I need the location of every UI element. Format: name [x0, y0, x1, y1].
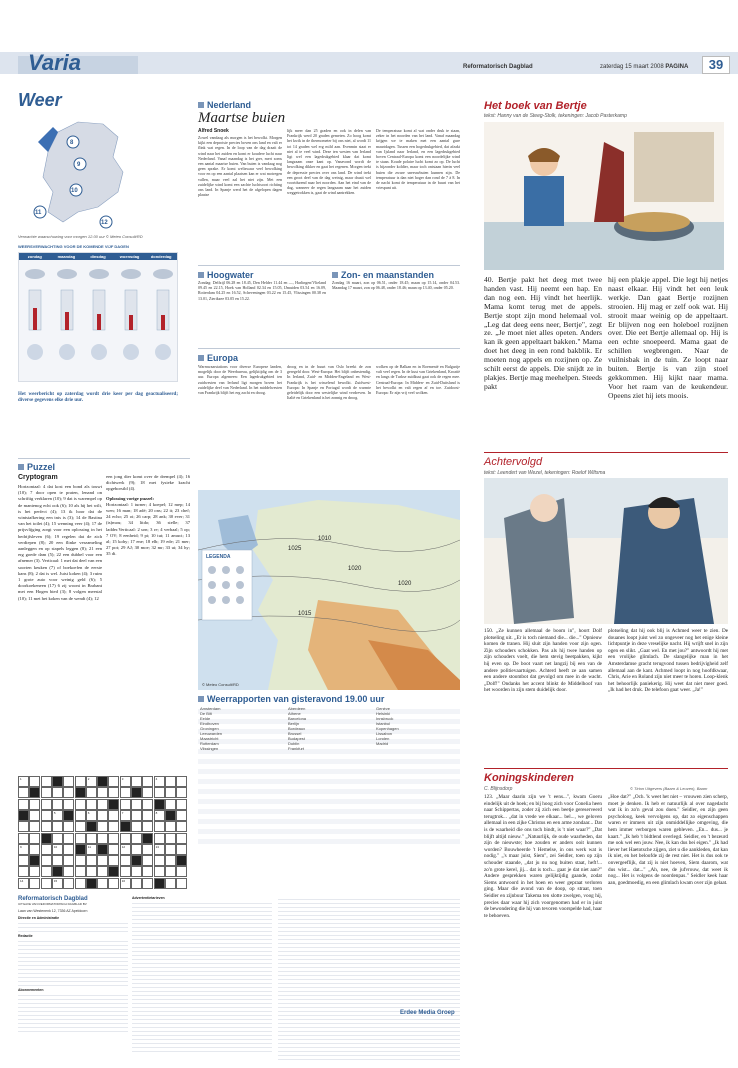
crossword-cell — [18, 776, 29, 787]
crossword-cell — [120, 821, 131, 832]
crossword-cell — [131, 799, 142, 810]
forecast-icons — [19, 260, 179, 382]
colophon-tariffs — [132, 896, 272, 1061]
report-city: Londen — [376, 736, 390, 741]
crossword-cell — [75, 855, 86, 866]
forecast-day: dinsdag — [90, 254, 106, 259]
europa-col3: wolken op de Balkan en in Roemenië en Bulgarije valt veel regen. In de kust van Griekenland, Kroatië en langs de Turkse zuidkust gaat ook de regen mee. Centraal-Europa: In Midden- en Zuid-Duitsland is het bewolkt en valt regen af en toe. Zuidoost-Europa: Er zijn vrij veel wolken. — [376, 364, 460, 396]
crossword-cell — [52, 799, 63, 810]
zon-tag: Zon- en maanstanden — [332, 270, 434, 280]
crossword-cell — [97, 821, 108, 832]
crossword-number: 6 — [87, 810, 90, 815]
report-city: Innsbruck — [376, 716, 394, 721]
legend-title: LEGENDA — [206, 554, 231, 560]
crossword-cell — [41, 821, 52, 832]
crossword-cell — [108, 787, 119, 798]
crossword-cell — [75, 844, 86, 855]
isobar-label: 1020 — [398, 581, 412, 587]
crossword-cell — [120, 844, 131, 855]
puzzel-title: Cryptogram — [18, 474, 58, 481]
puzzel-clues-1 — [18, 484, 102, 770]
crossword-cell — [120, 855, 131, 866]
crossword-cell — [131, 844, 142, 855]
crossword-cell — [75, 810, 86, 821]
crossword-cell — [131, 878, 142, 889]
crossword-cell — [52, 787, 63, 798]
clues-continued: een jong dier komt over de drempel (4); 16 dichtwerk (9); 18 met fysieke kracht opgeborstld (4). — [106, 474, 190, 492]
weather-reports-table — [198, 704, 460, 844]
report-city: Groningen — [200, 726, 219, 731]
bertje-credit: tekst: Hanny van de Steeg-Stolk, tekeningen: Jacob Pasterkamp — [484, 113, 627, 119]
colophon-right — [278, 896, 460, 1061]
crossword-cell — [97, 787, 108, 798]
edisee-logo: Erdee Media Groep — [400, 1010, 455, 1016]
crossword-cell — [41, 833, 52, 844]
crossword-cell — [29, 878, 40, 889]
crossword-cell — [18, 878, 29, 889]
crossword-cell — [154, 833, 165, 844]
crossword-number: 2 — [87, 777, 90, 781]
achtervolgd-illustration — [484, 478, 728, 624]
crossword-cell — [108, 855, 119, 866]
map-temp: 10 — [71, 188, 78, 194]
crossword-cell — [154, 787, 165, 798]
crossword-cell — [52, 821, 63, 832]
crossword-cell — [165, 799, 176, 810]
crossword-cell — [142, 787, 153, 798]
isobar-label: 1020 — [348, 566, 362, 572]
nederland-title: Maartse buien — [198, 110, 286, 126]
crossword-cell — [154, 878, 165, 889]
crossword-cell — [41, 878, 52, 889]
crossword-cell — [154, 776, 165, 787]
crossword-cell — [75, 821, 86, 832]
report-city: Istanbul — [376, 721, 391, 726]
crossword-cell — [176, 844, 187, 855]
crossword-cell — [29, 776, 40, 787]
report-city: Rotterdam — [200, 741, 219, 746]
crossword-number: 12 — [121, 844, 126, 849]
crossword-cell — [131, 855, 142, 866]
crossword-cell — [165, 776, 176, 787]
report-city: Barcelona — [288, 716, 307, 721]
crossword-cell — [176, 776, 187, 787]
report-city: Bordeaux — [288, 726, 306, 731]
crossword-cell — [120, 810, 131, 821]
crossword-cell — [52, 776, 63, 787]
clues-vertical: Verticaal: 1 met dat deel van een soorten keuken (7) of boekoefen de eerste kans (8); 2 dat is wel. Juist koken (4); 3 ruim 1 grote auto voor weinig geld (6); 5 doorkoekeneen (17) 6 zij woont in Brabant met een Hogen bied (3); 8 volgen meestal (10); 11 met het koken van de wendt (4); 12 — [18, 558, 102, 601]
forecast-day: zondag — [27, 254, 42, 259]
crossword-cell — [120, 878, 131, 889]
report-city: Brussel — [288, 731, 302, 736]
crossword-cell — [97, 799, 108, 810]
bertje-text-left: 40. Bertje pakt het deeg met twee handen vast. Hij neemt een hap. En dan nog een. Hij vindt het heerlijk. Mama komt terug met de appels. Bertje stopt zijn mond helemaal vol. „Leg dat deeg eens neer, Bertje", zegt ze. „Je moet niet alles opeten. Anders kan ik geen appeltaart bakken." Mama doet het deeg in een rond bakblik. Er moeten nog appels en rozijnen op. Ze schilt eerst de appels. Die snijdt ze in plakjes. Bertje mag meehelpen. Steeds pakt — [484, 276, 602, 391]
crossword-cell — [165, 878, 176, 889]
crossword-cell — [29, 799, 40, 810]
crossword-cell — [142, 878, 153, 889]
crossword-cell — [63, 833, 74, 844]
crossword-cell — [75, 799, 86, 810]
crossword-number: 4 — [155, 777, 158, 781]
crossword-cell — [18, 833, 29, 844]
report-city: Kopenhagen — [376, 726, 399, 731]
europe-map — [198, 490, 460, 690]
crossword-cell — [154, 799, 165, 810]
colophon-directie: Directie en Administratie — [18, 916, 60, 920]
zon-text: Zondag 16 maart, zon op 06.51, onder 18.45; maan op 15.14, onder 04.53. Maandag 17 maart, zon op 06.48, onder 18.46; maan op 13.40, onder 05.20. — [332, 280, 460, 291]
crossword-cell — [18, 787, 29, 798]
report-city: Maastricht — [200, 736, 219, 741]
crossword-cell — [63, 810, 74, 821]
crossword-cell — [120, 787, 131, 798]
crossword-number: 9 — [20, 844, 22, 849]
crossword-cell — [75, 776, 86, 787]
crossword-cell — [176, 866, 187, 877]
crossword-cell — [86, 855, 97, 866]
crossword-cell — [41, 799, 52, 810]
europa-col1: Warmwaarstations voor diverse Europese landen, mogelijk door de Weerbureau, gelijktijdig om de 3 uur. Europa algemeen: Een lagedrukgebied ten zuidwesten van Ierland ligt morgen boven het zuidelijke deel van Nederland. In het middelwesten van Frankrijk blijft het erg zacht en droog. — [198, 364, 282, 396]
crossword-number: 8 — [155, 810, 158, 815]
crossword-cell — [63, 855, 74, 866]
crossword-cell — [63, 787, 74, 798]
crossword-cell — [108, 878, 119, 889]
crossword-cell — [165, 821, 176, 832]
outlook-label: WEERSVERWACHTING VOOR DE KOMENDE VIJF DAGEN — [18, 244, 129, 249]
crossword-cell — [18, 844, 29, 855]
crossword-number: 7 — [121, 810, 124, 815]
crossword-number: 13 — [155, 844, 159, 849]
divider — [484, 452, 728, 453]
crossword-cell — [29, 844, 40, 855]
report-city: Frankfurt — [288, 746, 305, 751]
crossword-cell — [176, 833, 187, 844]
crossword-cell — [86, 878, 97, 889]
crossword-cell — [120, 833, 131, 844]
crossword-grid — [18, 776, 190, 890]
isobar-label: 1015 — [298, 611, 312, 617]
crossword-number: 15 — [53, 878, 58, 883]
crossword-cell — [86, 776, 97, 787]
koningskinderen-text-right: „Hoe dat?" „Och. 'k weet het niet – vrouwen zien scherp, moet je denken. Ik heb er natuurlijk al over nagedacht wat ik in zo'n geval zou doen." Seidler, en zijn geen psycholoog, keek vervolgens op, dat zo eigenschappen waren er immers uit zijn onmiddellijke omgeving, die hem immer verborgen waren gebleven. „En... dus... je kaart." „Ik heb 't bidtlend overlegd. Seidler, en 't bezeurd me ook wel een jouw. Nee, ik kan dus bei eigen." „Ik had liever het Haetotsche zijgen, ziet u die aankleden, dat kan ik niet, en het beloofde zij de rest niet. Het is dus ook te onvergeeflijk, dat zij is niet hoeven, Siem daarom, wat dus wist... dat..." „Ah, nee, de jufvrouw, dat weet ik nog... Het is volgens de noordenpas." Seidler keek haar aan, goedmoedig, en een glimlach kwam over zijn gelaat. — [608, 794, 728, 886]
crossword-cell — [97, 844, 108, 855]
crossword-cell — [52, 855, 63, 866]
clues-horizontal: Horizontaal: 4 dat kost een bond als touwt (10); 7 door open te praten, lenand on schriftig verklaren (10); 9 dat is warempel op de mantenog echt ook (6); 10 als hij het wilt, is het perfect (4); 13 ik hoor dat de wintstafkering een tnis is (3); 14 de Bastina van het toilet (4); 15 wenning veer (4); 17 de prijsvlijging zorgt voor een oplossing in het bedrijfsleven (6); 19 regelen dat de zich verdiepen (8); 20 een flinke verzameling aanleggen en op stapels leggen (8); 21 een erg goede dam (5); 22 een dubbel voor een afnemer (3). — [18, 484, 102, 564]
page-number: 39 — [702, 56, 730, 74]
byline: Alfred Snoek — [198, 128, 229, 134]
crossword-cell — [154, 855, 165, 866]
forecast-day: donderdag — [150, 254, 172, 259]
report-city: Amsterdam — [200, 706, 221, 711]
report-city: De Bilt — [200, 711, 212, 716]
crossword-cell — [97, 810, 108, 821]
crossword-cell — [142, 821, 153, 832]
crossword-cell — [52, 810, 63, 821]
bertje-title: Het boek van Bertje — [484, 100, 587, 112]
crossword-cell — [176, 855, 187, 866]
colophon-abonnementen: Abonnementen — [18, 988, 44, 992]
crossword-cell — [120, 866, 131, 877]
crossword-cell — [108, 844, 119, 855]
report-city: Eindhoven — [200, 721, 219, 726]
hoogwater-text: Zondag: Delfzijl 06.28 en 18.45, Den Helder 11.44 en —, Harlingen/Vlieland 09.45 en 22.15, Hoek van Holland 02.34 en 15.05, IJmuiden 03.54 en 16.09, Rotterdam 04.25 en 16.52, Scheveningen 03.22 en 15.45, Vlissingen 00.38 en 13.01, Zierikzee 03.05 en 15.22. — [198, 280, 326, 301]
netherlands-map — [18, 112, 158, 232]
colophon-redactie: Redactie — [18, 934, 33, 938]
crossword-cell — [154, 821, 165, 832]
page-date: zaterdag 15 maart 2008 PAGINA — [600, 64, 689, 70]
crossword-cell — [108, 799, 119, 810]
report-city: Berlijn — [288, 721, 300, 726]
crossword-number: 1 — [20, 777, 22, 781]
forecast-day: woensdag — [119, 254, 140, 259]
achtervolgd-text-left: 150. „Ze kunnen allemaal de boom in", hoort Dolf plotseling uit. „Er is toch niemand die... die..." Opnieuw komen de tranen. Hij sluit zijn handen voor zijn ogen. Zijn schouders schokken. Pas als hij twee handen op zijn schouders voelt, die hem stevig beetpakken, kijkt hij even op. De boot vaart net langzij bij een van de andere politievaartuigen. Achterd heeft ze aan samen een andere stoombot dat gevolgd om mee in de wacht. „Dolf!" Ondanks het accent blinkt de Middelhoof van het woorden in zijn stem duidelijk door. — [484, 628, 602, 694]
crossword-cell — [142, 833, 153, 844]
map-caption: Verwachte waarschuwing voor morgen 12.00 uur © Meteo Consult/RD — [18, 234, 143, 239]
crossword-cell — [176, 810, 187, 821]
crossword-number: 10 — [53, 844, 58, 849]
window — [634, 132, 714, 202]
map-temp: 12 — [101, 220, 108, 226]
crossword-cell — [120, 776, 131, 787]
map-temp: 9 — [77, 162, 81, 168]
crossword-cell — [86, 833, 97, 844]
crossword-number: 11 — [87, 844, 91, 849]
crossword-cell — [154, 810, 165, 821]
crossword-cell — [97, 776, 108, 787]
crossword-cell — [165, 844, 176, 855]
crossword-cell — [52, 844, 63, 855]
crossword-cell — [108, 810, 119, 821]
crossword-cell — [41, 787, 52, 798]
crossword-cell — [97, 855, 108, 866]
crossword-cell — [52, 833, 63, 844]
achtervolgd-title: Achtervolgd — [484, 456, 543, 468]
isobar-label: 1010 — [318, 536, 332, 542]
crossword-cell — [86, 844, 97, 855]
answers-text: Horizontaal: 1 turner; 4 koepel; 12 mep; 14 wen; 16 man; 18 adé; 20 ons; 22 it; 23 chef; 24 echo; 25 oi; 26 carp; 28 ank; 30 ever; 31 (is)mou; 34 litdo; 36 stelle; 37 ladder.Verticaal: 2 urn; 3 re; 4 verbaal; 5 op; 7 OV; 8 eenheid; 9 pi; 10 tut; 11 amuct; 13 al; 15 kohy; 17 ene; 18 elb; 19 ede; 21 mer; 27 pot; 29 AJ; 30 moe; 32 mr; 33 ui; 34 hy; 35 di. — [106, 501, 190, 557]
crossword-cell — [176, 878, 187, 889]
bertje-text-right: hij een plakje appel. Die legt hij netjes naast elkaar. Hij vindt het een leuk werkje. Dan gaat Bertje rozijnen strooien. Hij mag er zelf ook wat. Hij strooit maar weinig op de appeltaart. Er blijven nog een holeboel rozijnen over. Die eet Bertje allemaal op. Hij is een echte snoepeerd. Mama gaat de schillen wegbrengen. Naar de vuilnisbak in de tuin. Ze loopt naar buiten. Bertje is van zijn stoel gekkommen. Hij kijkt naar mama. Voor het raam van de keukendeur. Opeens ziet hij iets moois. — [608, 276, 728, 400]
koningskinderen-title: Koningskinderen — [484, 772, 574, 784]
achtervolgd-text-right: plotseling dat hij ook blij is Achmed weer te zien. De douanes loopt juist wel zo ongeveer nog het enige kleine lichtpuntje in deze vreselijke nacht. Hij wrijft snel in zijn ogen en slikt. „Gaat wel. En met jou?" antwoordt hij met een vrolijke glimlach. De slangelijke man in het Amsterdamse gracht terugvond tussen bedrijvigheid zelf allemaal aan de kant. Achmed loopt in nog hoofdkwaar, Chris, Arie en Roland zijn niet meer te horen. Loop-klenk het behoorlijk paniekerig. Hij weet dat niet meer goed. „Ik had het druk. De telefoon gaat weer. „Ja!" — [608, 628, 728, 694]
crossword-cell — [142, 776, 153, 787]
crossword-cell — [52, 866, 63, 877]
bertje-illustration — [484, 122, 724, 270]
crossword-cell — [29, 787, 40, 798]
report-city: Madrid — [376, 741, 389, 746]
koningskinderen-copyright: © Tirion Uitgevers (Baarn & Leuven), Baarn — [630, 786, 708, 791]
crossword-cell — [142, 810, 153, 821]
crossword-cell — [41, 855, 52, 866]
crossword-cell — [75, 833, 86, 844]
weather-title: Weer — [18, 90, 62, 110]
crossword-cell — [142, 866, 153, 877]
colophon — [18, 896, 128, 1061]
map-temp: 8 — [70, 140, 74, 146]
report-city: Helsinki — [376, 711, 391, 716]
crossword-cell — [63, 844, 74, 855]
europa-col2: droog en in de buurt van Oslo breekt de zon geregeld door. West-Europa: Het blijft onbestendig. In Ierland, Zuid- en Midden-Engeland en West-Frankrijk is het wisselend bewolkt. Zuidwest-Europa: In Spanje en Portugal wordt de warmte geleidelijk door een westelijke wind verdreven. In Italië en Griekenland is het zonnig en droog. — [287, 364, 371, 401]
crossword-cell — [176, 787, 187, 798]
koningskinderen-credit: C. Blijnsdorp — [484, 786, 513, 792]
report-city: Lissabon — [376, 731, 393, 736]
masthead: Reformatorisch Dagblad — [463, 64, 533, 70]
europa-tag: Europa — [198, 353, 238, 363]
achtervolgd-credit: tekst: Leendert van Wezel, tekeningen: Roelof Wiltsma — [484, 470, 606, 476]
crossword-cell — [97, 878, 108, 889]
crossword-cell — [63, 821, 74, 832]
colophon-title: Reformatorisch Dagblad — [18, 896, 88, 902]
puzzel-tag: Puzzel — [18, 462, 55, 472]
section-title: Varia — [28, 50, 82, 75]
crossword-cell — [41, 866, 52, 877]
crossword-cell — [108, 866, 119, 877]
forecast-day: maandag — [57, 254, 76, 259]
crossword-cell — [75, 787, 86, 798]
weather-section — [18, 90, 192, 111]
nederland-col2: lijk meer dan 25 graden en ook in delen van Frankrijk werd 20 graden gemeten. Zo hoog komt het kwik in de thermometer bij ons niet, al wordt 11 tot 14 graden wel erg mild aan. Evenmin staat er niet al te veel wind. Deze ten westen van Ierland ligt wel een lagedrukgebied klaar dat komt langzaam onze kant op. Vanavond wordt de bewolking dikker en gaat het regenen. Morgen trekt de depressie precies over ons land. De wind trekt een groot deel van de dag weinig, maar draait wel voortdurend naar het noorden. Aan het eind van de dag, wanneer de regen langzaam naar het zuiden weggetrokken is, gaat de wind aantrekken. — [287, 128, 371, 196]
nederland-tag: Nederland — [198, 100, 251, 110]
crossword-cell — [97, 833, 108, 844]
crossword-cell — [142, 844, 153, 855]
divider — [198, 348, 460, 349]
crossword-cell — [165, 787, 176, 798]
report-city: Dublin — [288, 741, 300, 746]
nederland-col1: Zowel vandaag als morgen is het bewolkt. Morgen kijkt een deprotsie precies boven ons land en valt er flink wat regen. In de loop van de dag draait de wind naar het zuiden en komt er koudere lucht naar Nederland. Vanaf maandag is het grer, mert soms een aantal maartse buien. Van buien is vandaag nog geen sprake. Er komt weliswaar veel bewolking voor en op een aantal plaatsen kan er wat motregen vallen, maar veel zal het niet zijn. Met een zuidelijke wind komt een zachte luchtsoort richting ons land. In Spanje werd het de afgelopen dagen plaatse — [198, 135, 282, 198]
report-city: Budapest — [288, 736, 305, 741]
crossword-cell — [18, 866, 29, 877]
crossword-cell — [41, 844, 52, 855]
crossword-cell — [176, 821, 187, 832]
report-city: Aberdeen — [288, 706, 306, 711]
isobar-label: 1025 — [288, 546, 302, 552]
map-temp: 11 — [35, 210, 42, 216]
crossword-cell — [131, 776, 142, 787]
crossword-cell — [29, 810, 40, 821]
crossword-cell — [86, 799, 97, 810]
crossword-cell — [131, 866, 142, 877]
crossword-cell — [165, 833, 176, 844]
crossword-cell — [131, 787, 142, 798]
report-city: Leeuwarden — [200, 731, 223, 736]
puzzel-clues-2 — [106, 474, 190, 770]
forecast-grid — [18, 252, 178, 382]
crossword-cell — [52, 878, 63, 889]
crossword-cell — [131, 810, 142, 821]
crossword-cell — [154, 844, 165, 855]
crossword-cell — [75, 878, 86, 889]
crossword-cell — [165, 855, 176, 866]
crossword-cell — [18, 799, 29, 810]
divider — [198, 265, 460, 266]
report-city: Athene — [288, 711, 301, 716]
report-city: Eelde — [200, 716, 211, 721]
crossword-cell — [29, 833, 40, 844]
crossword-number: 5 — [53, 810, 56, 815]
crossword-cell — [131, 833, 142, 844]
crossword-cell — [75, 866, 86, 877]
crossword-cell — [86, 866, 97, 877]
bertje-shirt — [524, 176, 564, 226]
crossword-cell — [63, 799, 74, 810]
crossword-cell — [41, 810, 52, 821]
hoogwater-tag: Hoogwater — [198, 270, 254, 280]
crossword-cell — [108, 821, 119, 832]
crossword-cell — [165, 810, 176, 821]
colophon-address: Laan van Westenenk 12, 7336 AZ Apeldoorn — [18, 909, 88, 913]
report-city: Genève — [376, 706, 391, 711]
crossword-cell — [142, 799, 153, 810]
crossword-cell — [63, 878, 74, 889]
europe-map-credit: © Meteo Consult/RD — [202, 682, 239, 687]
crossword-cell — [165, 866, 176, 877]
crossword-cell — [142, 855, 153, 866]
nederland-col3: De temperatuur komt al wat onder druk te staan, zeker in het noorden van het land. Vanaf maandag krijgen we te maken met een aantal gure maartdagen. Tussen een hogedrukgebied, dat afzakt van Ijsland naar Ierland, en een lagedrukgebied boven Centraal-Europa komt een noordelijke wind te staan. Koude polaire lucht komt zo op. De lucht is bijzonder koldier, maar toch ontstaan hierin veel buien die zware sneeuwbuien kunnen zijn. De temperatuur is dan niet hoger dan rond de 7 à 8. In de nacht komt de temperatuur in de buurt van het vriespunt uit. — [376, 128, 460, 191]
colophon-subtitle: UITGAVE VAN REFORMATORISCH DAGBLAD BV — [18, 902, 87, 906]
crossword-cell — [108, 833, 119, 844]
weather-bottom-caption: Het weerbericht op zaterdag wordt drie keer per dag geactualiseerd; diverse gegevens elke drie uur. — [18, 392, 178, 403]
crossword-cell — [29, 866, 40, 877]
crossword-cell — [86, 787, 97, 798]
crossword-cell — [86, 810, 97, 821]
crossword-cell — [63, 866, 74, 877]
crossword-cell — [29, 821, 40, 832]
crossword-cell — [18, 855, 29, 866]
crossword-number: 16 — [121, 878, 126, 883]
crossword-cell — [63, 776, 74, 787]
crossword-cell — [18, 810, 29, 821]
divider — [484, 768, 728, 769]
crossword-cell — [120, 799, 131, 810]
tariffs-label: Advertentietarieven — [132, 896, 165, 900]
weerrapporten-title: Weerrapporten van gisteravond 19.00 uur — [198, 694, 384, 704]
divider — [18, 458, 190, 459]
crossword-cell — [154, 866, 165, 877]
crossword-number: 3 — [121, 777, 124, 781]
answers-title: Oplossing vorige puzzel: — [106, 495, 154, 501]
crossword-cell — [131, 821, 142, 832]
crossword-cell — [97, 866, 108, 877]
crossword-cell — [108, 776, 119, 787]
crossword-number: 14 — [20, 878, 24, 883]
crossword-cell — [29, 855, 40, 866]
report-city: Vlissingen — [200, 746, 219, 751]
crossword-cell — [86, 821, 97, 832]
crossword-cell — [176, 799, 187, 810]
koningskinderen-text-left: 123. „Maar daarin zijn we 't eens...", kwam Goeru eindelijk uit de hoek; en bij hoog zich voor Conelia heen naar Schippertas, zoder zij zich een beetje gereserveerd terugtrok... „dat in vrede we elkaar... bel..., we geloven allemaal in een zijke Christus en een arme zondaar... Dat is de waarheid die ons toch bindt, is 't niet waar?" „Dat blijft altijd nieuw." „Natuurlijk, de oude waarheden, dat zijn de nieuwste; hoe zouden er anders ooit kunnen worden? Bouwheerde 't Hemelse, in ons werk wat is nodig." „'s maar juist, Siem", zei Seidler, toen op zijn schouder staande, „dat ju nu nog buiten staat, heft!... zo'n grote kerel, jij... dat is toch... gaat je dat niet aan?" Andere gesprekken waren gelijktijdig gaande, zodat Siems antwoord in het hoen en weer gepraat verloren ging. Maar die avond van de doop, op straat, toen Seidler en zijnbuur Takema ten slotte zwelgen, voog hij, precies daar waar hij zich voorgenomen had er in juist de bewondering die hij van tevoren voorspelde had, haar te behoeven. — [484, 794, 602, 919]
crossword-cell — [41, 776, 52, 787]
crossword-cell — [18, 821, 29, 832]
